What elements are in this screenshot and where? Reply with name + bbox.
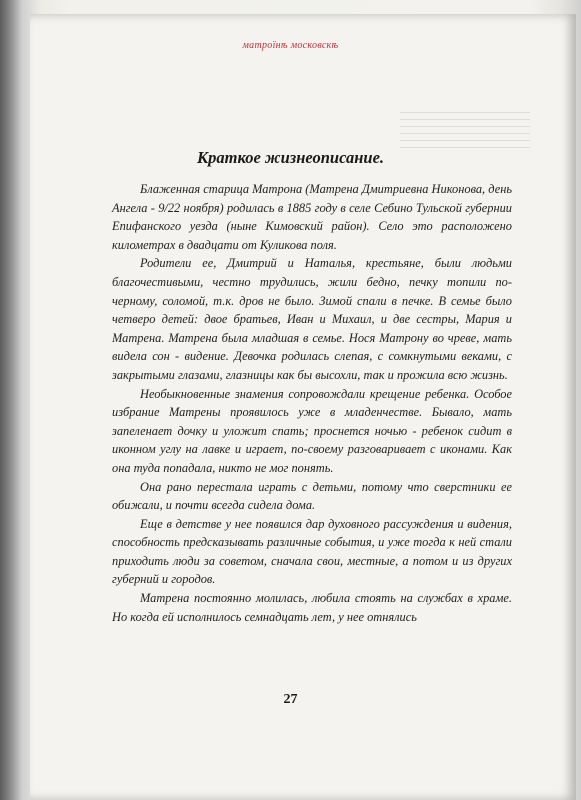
paragraph-4: Она рано перестала играть с детьми, потому что сверстники ее обижали, и почти всегда сидела дома.	[112, 479, 512, 513]
paragraph-2: Родители ее, Дмитрий и Наталья, крестьяне, были людьми благочестивыми, честно трудились, жили бедно, печку топили по-черному, соломой, т.к. дров не было. Зимой спали в печке. В семье было четверо детей: двое братьев, Иван и Михаил, и две сестры, Мария и Матрена. Матрена была младшая в семье. Нося Матрону во чреве, мать видела сон - видение. Девочка родилась слепая, с сомкнутыми веками, с закрытыми глазами, глазницы как бы высохли, так и прожила всю жизнь.	[112, 256, 512, 382]
body-text	[112, 180, 512, 626]
paragraph-5: Еще в детстве у нее появился дар духовного рассуждения и видения, способность предсказывать различные события, и уже тогда к ней стали приходить люди за советом, сначала свои, местные, а потом и из других губерний и городов.	[112, 516, 512, 587]
paragraph-6: Матрена постоянно молилась, любила стоять на службах в храме. Но когда ей исполнилось семнадцать лет, у нее отнялись	[112, 591, 512, 624]
running-header: матроїнѣ московскѣ	[242, 40, 339, 51]
paragraph-3: Необыкновенные знамения сопровождали крещение ребенка. Особое избрание Матрены проявилось уже в младенчестве. Бывало, мать запеленает дочку и уложит спать; проснется ночью - ребенок сидит в иконном углу на лавке и играет, по-своему разговаривает с иконами. Как она туда попадала, никто не мог понять.	[112, 386, 512, 475]
chapter-title: Краткое жизнеописание.	[196, 148, 385, 167]
paragraph-1: Блаженная старица Матрона (Матрена Дмитриевна Никонова, день Ангела - 9/22 ноября) родилась в 1885 году в селе Себино Тульской губернии Епифанского уезда (ныне Кимовский район). Село это расположено километрах в двадцати от Куликова поля.	[112, 182, 512, 252]
page-number: 27	[283, 692, 298, 707]
